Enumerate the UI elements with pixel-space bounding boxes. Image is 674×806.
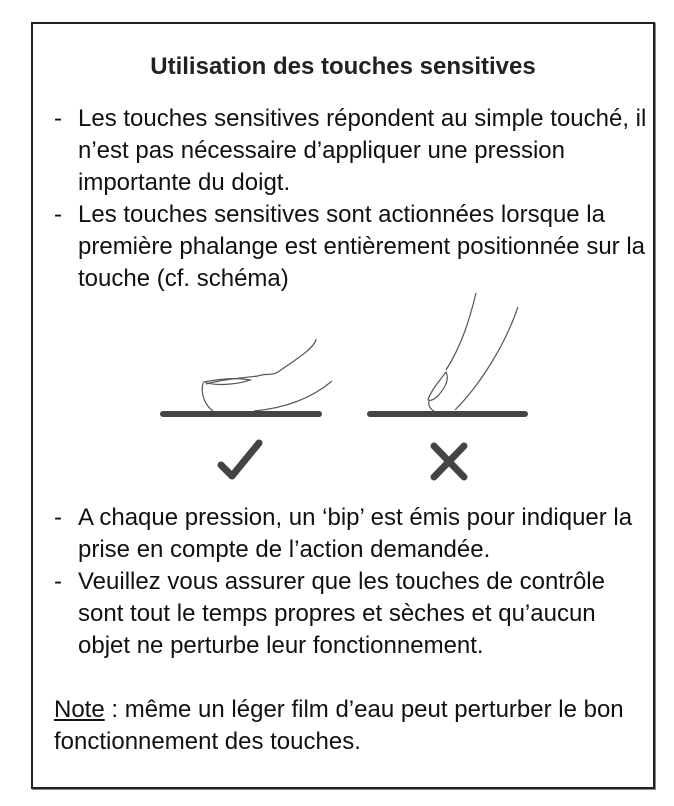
list-item <box>33 103 653 199</box>
list-item <box>33 502 653 566</box>
note-label: Note <box>54 696 105 723</box>
section-title: Utilisation des touches sensitives <box>150 53 536 80</box>
list-item-text: Les touches sensitives sont actionnées lorsque la première phalange est entièrement positionnée sur la touche (cf. schéma) <box>78 201 646 292</box>
list-item-text: Veuillez vous assurer que les touches de contrôle sont tout le temps propres et sèches et qu’aucun objet ne perturbe leur fonctionnement. <box>78 568 605 659</box>
bullet-dash: - <box>54 504 62 531</box>
instructions-list-top <box>33 103 653 295</box>
bullet-dash: - <box>54 105 62 132</box>
list-item <box>33 566 653 662</box>
note-text: : même un léger film d’eau peut perturber le bon fonctionnement des touches. <box>54 696 624 755</box>
instructions-list-bottom <box>33 502 653 662</box>
bullet-dash: - <box>54 568 62 595</box>
list-item-text: A chaque pression, un ‘bip’ est émis pour indiquer la prise en compte de l’action demandée. <box>78 504 633 563</box>
info-box <box>31 22 655 789</box>
note <box>54 694 643 758</box>
list-item <box>33 199 653 295</box>
bullet-dash: - <box>54 201 62 228</box>
list-item-text: Les touches sensitives répondent au simple touché, il n’est pas nécessaire d’appliquer une pression importante du doigt. <box>78 105 647 196</box>
